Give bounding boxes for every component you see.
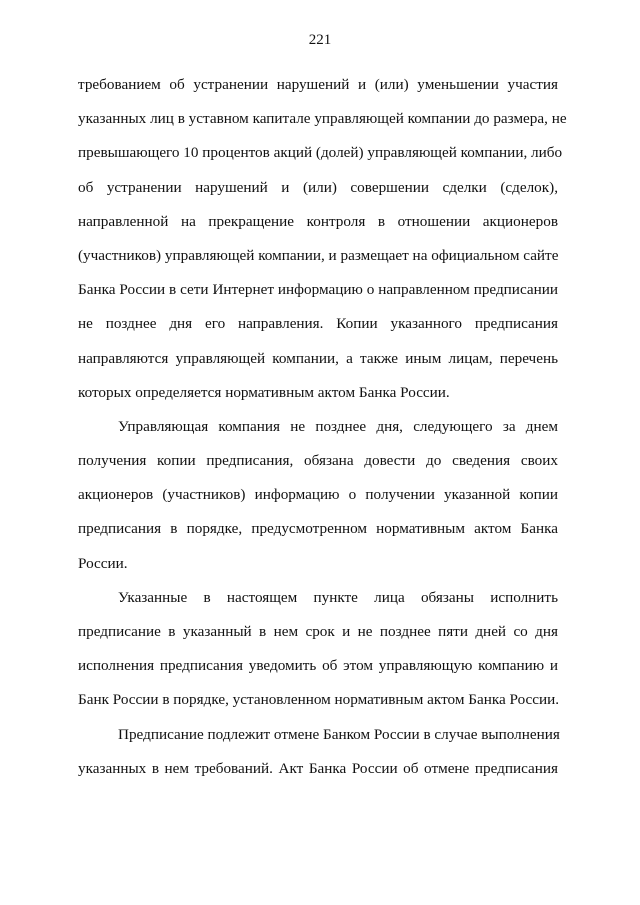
text-line: Банка России в сети Интернет информацию о направленном предписании — [78, 281, 558, 299]
text-line: которых определяется нормативным актом Банка России. — [78, 383, 450, 401]
text-line: не позднее дня его направления. Копии указанного предписания — [78, 315, 558, 333]
page-number: 221 — [308, 32, 332, 48]
text-line: предписания в порядке, предусмотренном нормативным актом Банка — [78, 520, 558, 538]
text-line: предписание в указанный в нем срок и не позднее пяти дней со дня — [78, 623, 558, 640]
text-line: России. — [78, 554, 128, 572]
text-line: Банк России в порядке, установленном нормативным актом Банка России. — [78, 691, 560, 709]
paragraph-2 — [78, 410, 558, 581]
paragraph-3 — [78, 581, 558, 718]
text-line: указанных лиц в уставном капитале управляющей компании до размера, не — [78, 110, 567, 128]
text-line: об устранении нарушений и (или) совершении сделки (сделок), — [78, 178, 558, 196]
text-line: Управляющая компания не позднее дня, следующего за днем — [118, 417, 558, 435]
text-line: направляются управляющей компании, а также иным лицам, перечень — [78, 349, 558, 367]
paragraph-1 — [78, 68, 567, 410]
text-line: Указанные в настоящем пункте лица обязаны исполнить — [118, 588, 558, 606]
text-line: превышающего 10 процентов акций (долей) управляющей компании, либо — [78, 144, 563, 162]
text-line: указанных в нем требований. Акт Банка России об отмене предписания — [78, 759, 558, 777]
paragraph-4 — [78, 718, 558, 786]
document-body — [78, 68, 567, 786]
text-line: акционеров (участников) информацию о получении указанной копии — [78, 486, 558, 504]
text-line: исполнения предписания уведомить об этом управляющую компанию и — [78, 657, 558, 675]
text-line: (участников) управляющей компании, и размещает на официальном сайте — [78, 246, 559, 264]
text-line: требованием об устранении нарушений и (или) уменьшении участия — [78, 76, 558, 93]
text-line: Предписание подлежит отмене Банком России в случае выполнения — [118, 725, 560, 743]
text-line: получения копии предписания, обязана довести до сведения своих — [78, 452, 558, 470]
text-line: направленной на прекращение контроля в отношении акционеров — [78, 212, 558, 230]
